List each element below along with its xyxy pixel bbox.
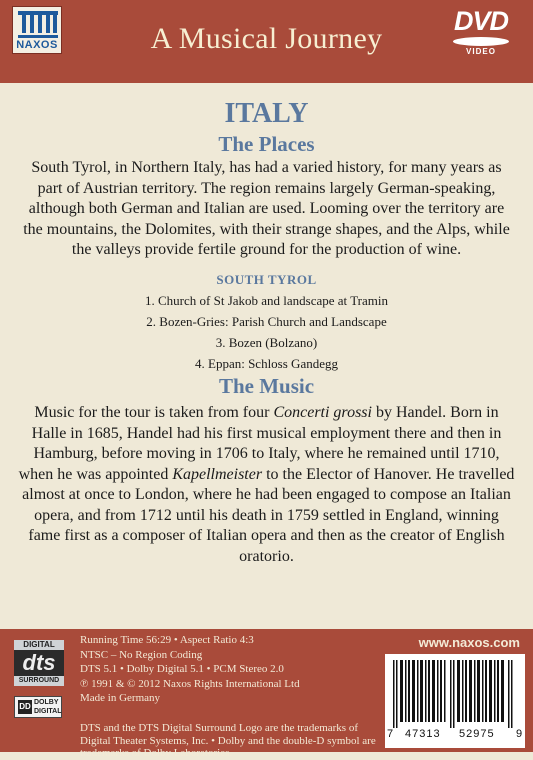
list-item: 1. Church of St Jakob and landscape at Tramin <box>145 293 388 308</box>
music-text: to the Elector of Hanover. He travelled almost at once to London, where he had been engaged to compose an Italian opera, and from 1712 until his death in 1759 settled in England, winning fame first as a composer of Italian opera and then as the creator of English oratorio. <box>22 465 515 565</box>
barcode-digits-left: 47313 <box>405 728 441 740</box>
music-text: by Handel. Born in Halle in 1685, Handel had his first musical employment there and then in Hamburg, before moving in 1706 to Italy, where he remained until 1710, when he was appointed <box>18 404 502 483</box>
barcode-digits-right: 52975 <box>459 728 495 740</box>
dolby-logo-line1: DOLBY <box>34 699 59 706</box>
list-item: 4. Eppan: Schloss Gandegg <box>195 356 338 371</box>
series-title: A Musical Journey <box>150 22 383 55</box>
barcode-bars <box>393 660 517 728</box>
dts-logo-top: DIGITAL <box>14 640 64 650</box>
trademark-notice: DTS and the DTS Digital Surround Logo are the trademarks of Digital Theater Systems, Inc. • Dolby and the double-D symbol are trademarks of Dolby Laboratories. <box>80 722 376 759</box>
region-label: SOUTH TYROL <box>216 272 317 287</box>
footer-band <box>0 629 533 759</box>
places-list <box>0 292 533 376</box>
dolby-digital-logo <box>14 696 62 718</box>
barcode-digit-first: 7 <box>387 728 394 740</box>
barcode-digit-last: 9 <box>516 728 523 740</box>
places-heading: The Places <box>218 132 315 156</box>
dvd-logo-subtext: VIDEO <box>466 47 496 56</box>
disc-icon <box>453 37 509 46</box>
dolby-logo-line2: DIGITAL <box>34 708 62 715</box>
dvd-logo-text: DVD <box>453 6 508 36</box>
dts-logo-mark: dts <box>14 650 64 676</box>
list-item: 2. Bozen-Gries: Parish Church and Landscape <box>146 314 387 329</box>
tech-line: NTSC – No Region Coding <box>80 648 203 661</box>
double-d-icon: DD <box>18 700 32 714</box>
naxos-logo-text: NAXOS <box>16 39 58 51</box>
country-title: ITALY <box>224 98 309 129</box>
tech-line: Made in Germany <box>80 692 161 705</box>
places-paragraph: South Tyrol, in Northern Italy, has had a varied history, for many years as part of Austrian territory. The region remains largely German-speaking, although both German and Italian are used. Looming over the territory are the mountains, the Dolomites, with their strange shapes, and the Alps, while the valleys provide fertile ground for the production of wine. <box>23 159 510 258</box>
music-text: Music for the tour is taken from four <box>34 404 274 421</box>
dts-logo <box>14 640 64 688</box>
tech-line: DTS 5.1 • Dolby Digital 5.1 • PCM Stereo 2.0 <box>80 663 284 676</box>
music-paragraph <box>18 403 515 567</box>
tech-line: ℗ 1991 & © 2012 Naxos Rights International Ltd <box>80 677 300 690</box>
tech-line: Running Time 56:29 • Aspect Ratio 4:3 <box>80 634 254 646</box>
music-heading: The Music <box>218 374 315 398</box>
barcode <box>385 654 525 748</box>
dolby-logo-label <box>34 698 61 716</box>
music-emphasis: Concerti grossi <box>273 404 372 421</box>
dts-logo-bottom: SURROUND <box>14 676 64 686</box>
dvd-video-logo <box>442 6 520 56</box>
list-item: 3. Bozen (Bolzano) <box>215 335 318 350</box>
website-link[interactable]: www.naxos.com <box>418 635 520 650</box>
music-emphasis: Kapellmeister <box>172 465 263 483</box>
technical-info <box>80 633 380 706</box>
header-band <box>0 0 533 83</box>
